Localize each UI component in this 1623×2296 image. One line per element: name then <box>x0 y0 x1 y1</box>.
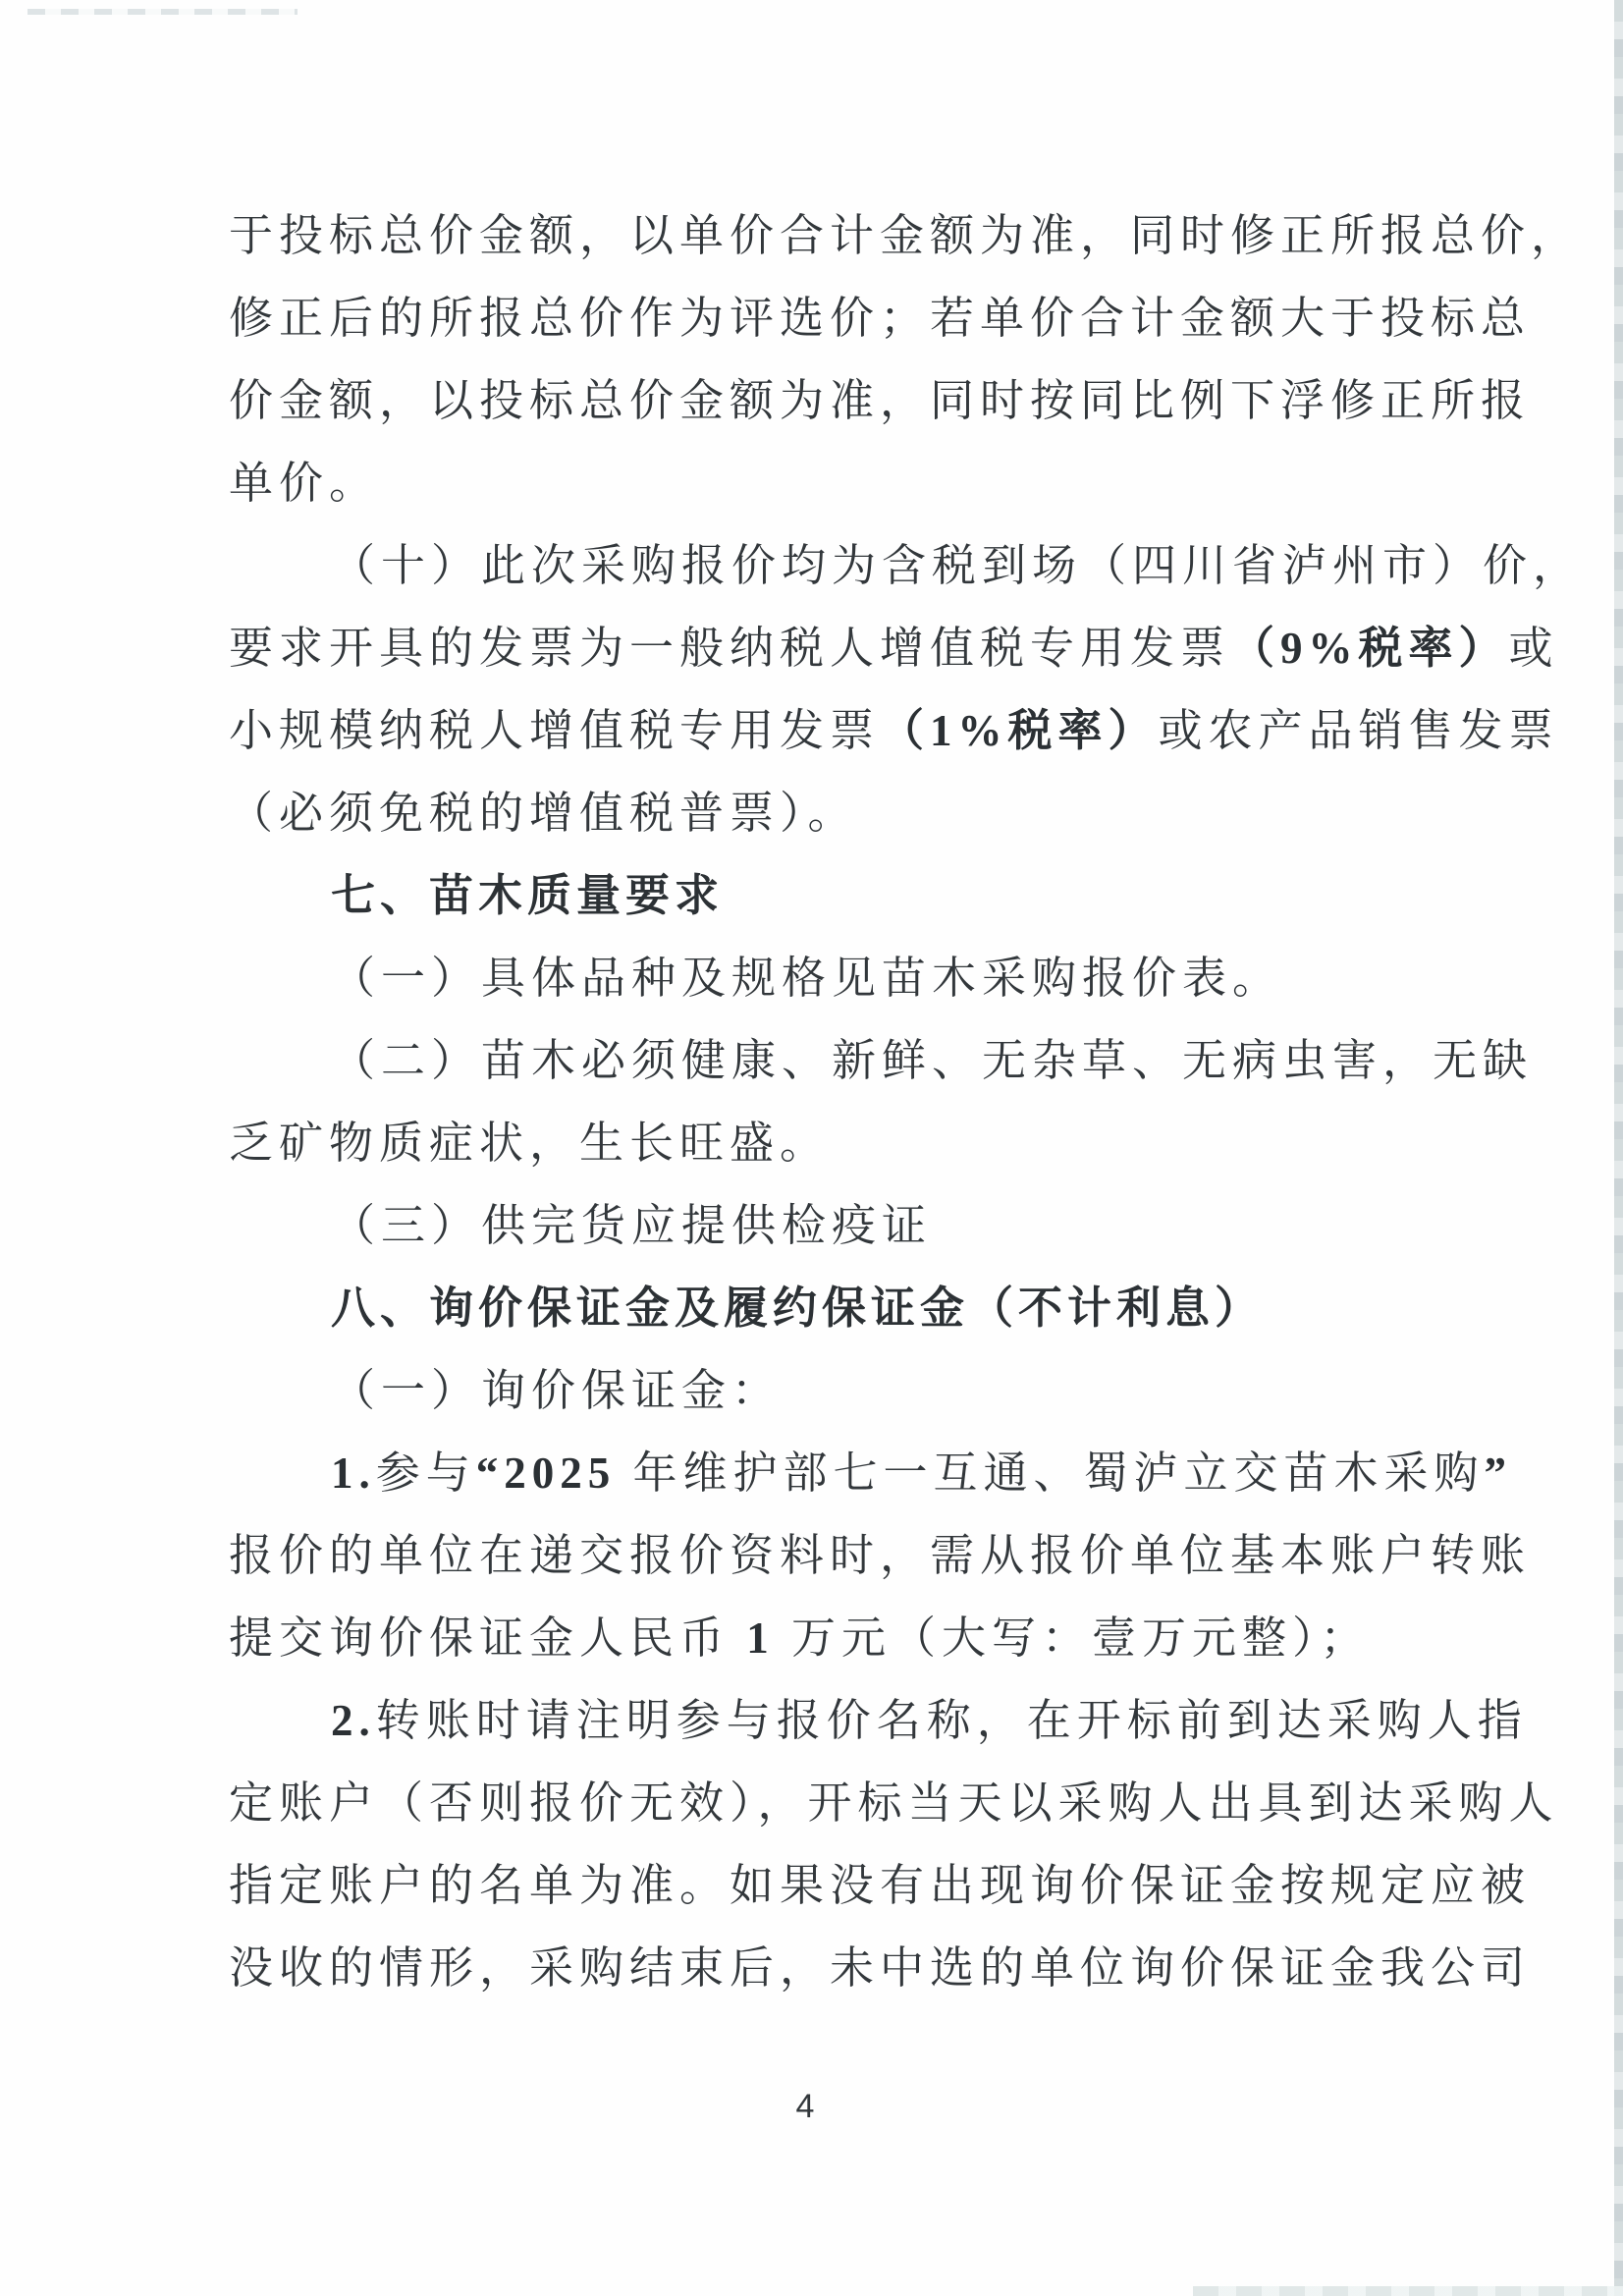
document-line <box>229 1927 1532 2009</box>
text-segment: （必须免税的增值税普票）。 <box>229 789 858 838</box>
text-segment: （9%税率） <box>1230 624 1509 673</box>
text-segment: 年维护部七一互通、蜀泸立交苗木采购 <box>616 1449 1485 1498</box>
document-line <box>229 607 1559 689</box>
scan-artifact-top-faint <box>27 9 298 15</box>
document-line <box>229 359 1532 442</box>
text-segment: （一）具体品种及规格见苗木采购报价表。 <box>331 954 1283 1003</box>
text-segment: ” <box>1484 1449 1513 1498</box>
scan-artifact-top <box>0 0 332 7</box>
text-segment: 参与 <box>375 1449 476 1498</box>
text-segment: 价金额，以投标总价金额为准，同时按同比例下浮修正所报 <box>229 376 1532 425</box>
text-segment: 1. <box>331 1449 376 1498</box>
text-segment: 七、苗木质量要求 <box>331 870 725 920</box>
document-line <box>229 772 1417 854</box>
document-line <box>229 1019 1534 1102</box>
section-heading <box>229 1267 1417 1349</box>
document-line <box>229 937 1417 1019</box>
document-line <box>229 194 1582 277</box>
document-line <box>229 1184 1417 1267</box>
section-heading <box>229 854 1417 937</box>
text-segment: 转账时请注明参与报价名称，在开标前到达采购人指 <box>375 1696 1528 1745</box>
text-segment: 报价的单位在递交报价资料时，需从报价单位基本账户转账 <box>229 1531 1532 1580</box>
text-segment: （十）此次采购报价均为含税到场（四川省泸州市）价， <box>331 541 1584 590</box>
document-line <box>229 1102 1417 1184</box>
scan-artifact-bottom-right <box>1193 2286 1623 2296</box>
text-segment: （一）询价保证金： <box>331 1366 783 1415</box>
text-segment: 八、询价保证金及履约保证金（不计利息） <box>331 1283 1265 1333</box>
text-segment: 于投标总价金额，以单价合计金额为准，同时修正所报总价， <box>229 211 1582 260</box>
document-body <box>229 194 1584 2009</box>
page-number: 4 <box>795 2088 815 2125</box>
document-line <box>229 442 1417 524</box>
document-line <box>229 1597 1417 1679</box>
text-segment: 没收的情形，采购结束后，未中选的单位询价保证金我公司 <box>229 1943 1532 1993</box>
document-line <box>229 277 1532 359</box>
document-line <box>229 689 1559 772</box>
document-line <box>229 1349 1417 1432</box>
text-segment: 单价。 <box>229 459 380 508</box>
text-segment: 指定账户的名单为准。如果没有出现询价保证金按规定应被 <box>229 1861 1532 1910</box>
document-line <box>229 1432 1513 1514</box>
text-segment: 或农产品销售发票 <box>1158 706 1559 755</box>
document-line <box>229 1514 1532 1597</box>
text-segment: 定账户（否则报价无效），开标当天以采购人出具到达采购人 <box>229 1778 1559 1828</box>
text-segment: 小规模纳税人增值税专用发票 <box>229 706 881 755</box>
text-segment: 乏矿物质症状，生长旺盛。 <box>229 1119 831 1168</box>
text-segment: “2025 <box>475 1449 617 1498</box>
document-line <box>229 1762 1559 1844</box>
text-segment: 提交询价保证金人民币 <box>229 1613 747 1663</box>
text-segment: 2. <box>331 1696 376 1745</box>
document-line <box>229 1844 1532 1927</box>
text-segment: （三）供完货应提供检疫证 <box>331 1201 933 1250</box>
text-segment: 或 <box>1508 624 1559 673</box>
document-line <box>229 524 1584 607</box>
text-segment: （1%税率） <box>880 706 1159 755</box>
text-segment: 万元（大写：壹万元整）； <box>774 1613 1371 1663</box>
text-segment: 修正后的所报总价作为评选价；若单价合计金额大于投标总 <box>229 294 1532 343</box>
scan-artifact-right-edge <box>1614 0 1623 2296</box>
text-segment: 1 <box>746 1613 775 1663</box>
text-segment: （二）苗木必须健康、新鲜、无杂草、无病虫害，无缺 <box>331 1036 1534 1085</box>
document-line <box>229 1679 1528 1762</box>
text-segment: 要求开具的发票为一般纳税人增值税专用发票 <box>229 624 1231 673</box>
